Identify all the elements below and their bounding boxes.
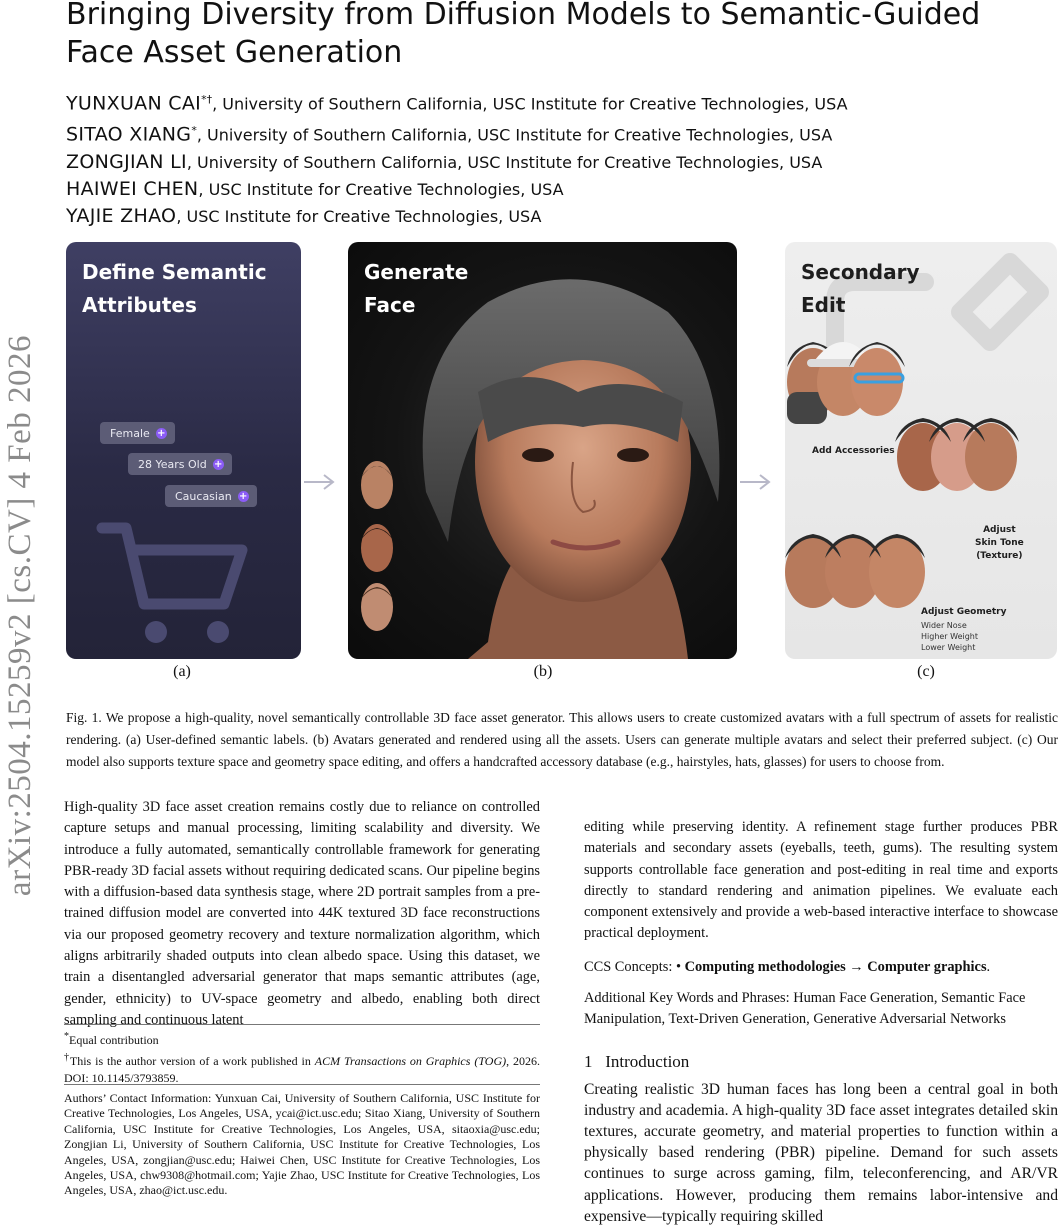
footnote-2-pre: This is the author version of a work published in	[69, 1054, 315, 1068]
author-marks: *	[191, 124, 197, 138]
author-affiliation: , USC Institute for Creative Technologies, USA	[176, 206, 542, 226]
add-accessories-label: Add Accessories	[812, 446, 895, 456]
figure-panel-c	[785, 242, 1057, 659]
adjust-skin-line3: (Texture)	[976, 551, 1023, 561]
plus-icon: +	[214, 458, 223, 470]
panel-c-heading-line1: Secondary	[801, 260, 920, 284]
author-marks: *†	[201, 93, 213, 106]
section-title: Introduction	[605, 1051, 690, 1071]
keywords: Additional Key Words and Phrases: Human Face Generation, Semantic Face Manipulation, Text-Driven Generation, Generative Adversarial Networks	[584, 990, 1026, 1028]
author-name: SITAO XIANG	[66, 123, 192, 146]
attribute-chip-label: Caucasian	[175, 489, 232, 503]
figure-panel-a	[66, 242, 301, 659]
geometry-option: Wider Nose	[921, 621, 967, 630]
attribute-chip-label: Female	[110, 426, 150, 440]
panel-a-heading	[82, 256, 267, 322]
author-name: ZONGJIAN LI	[66, 150, 187, 173]
geometry-option: Higher Weight	[921, 632, 979, 641]
panel-a-heading-line2: Attributes	[82, 293, 197, 317]
footnote-1-text: Equal contribution	[69, 1033, 159, 1047]
author-name: HAIWEI CHEN	[66, 177, 199, 200]
shopping-cart-icon	[96, 520, 256, 650]
author-name: YAJIE ZHAO	[66, 204, 177, 227]
footnote-2-venue: ACM Transactions on Graphics (TOG)	[314, 1054, 507, 1068]
paper-title: Bringing Diversity from Diffusion Models to Semantic-Guided Face Asset Generation	[66, 0, 981, 70]
author-affiliation: , University of Southern California, USC Institute for Creative Technologies, USA	[196, 125, 833, 145]
adjust-skin-tone-label	[975, 524, 1024, 563]
plus-icon: +	[238, 490, 248, 502]
attribute-chip	[165, 485, 257, 507]
panel-b-heading	[364, 256, 468, 322]
author-affiliation: , University of Southern California, USC Institute for Creative Technologies, USA	[186, 152, 823, 172]
adjust-geometry-label: Adjust Geometry	[921, 607, 1007, 617]
introduction-paragraph: Creating realistic 3D human faces has long been a central goal in both industry and academia. A high-quality 3D face asset integrates detailed skin textures, accurate geometry, and material properties to function within a physically based rendering (PBR) pipeline. Demand for such assets continues to surge across gaming, film, teleconferencing, and AR/VR applications. However, producing them remains labor-intensive and expensive—typically requiring skilled	[584, 1080, 1058, 1225]
panel-b-heading-line1: Generate	[364, 260, 469, 284]
skin-tone-faces	[895, 418, 1019, 491]
arrow-right-icon	[302, 472, 336, 492]
author-line	[66, 203, 1046, 230]
panel-c-heading	[801, 256, 920, 322]
arxiv-stamp-text: arXiv:2504.15259v2 [cs.CV] 4 Feb 2026	[2, 334, 39, 896]
footnotes	[64, 1024, 540, 1087]
plus-icon: +	[157, 427, 166, 439]
footnote-2-post: , 2026. DOI: 10.1145/3793859.	[64, 1054, 540, 1085]
subfigure-label-a: (a)	[173, 663, 191, 680]
author-line	[66, 149, 1046, 176]
geometry-faces	[785, 534, 925, 608]
figure-caption: Fig. 1. We propose a high-quality, novel semantically controllable 3D face asset generator. This allows users to create customized avatars with a full spectrum of assets for realistic rendering. (a) User-defined semantic labels. (b) Avatars generated and rendered using all the assets. Users can generate multiple avatars and select their preferred subject. (c) Our model also supports texture space and geometry space editing, and offers a handcrafted accessory database (e.g., hairstyles, hats, glasses) for users to choose from.	[66, 710, 1058, 769]
author-line	[66, 176, 1046, 203]
attribute-chip	[128, 453, 232, 475]
author-affiliation: , University of Southern California, USC Institute for Creative Technologies, USA	[212, 94, 848, 114]
adjust-skin-line2: Skin Tone	[975, 538, 1024, 548]
author-name: YUNXUAN CAI	[66, 92, 202, 115]
author-list	[66, 86, 1046, 230]
abstract-right-column	[584, 817, 1058, 1227]
contact-text: Authors’ Contact Information: Yunxuan Cai, University of Southern California, USC Institute for Creative Technologies, Los Angeles, USA, ycai@ict.usc.edu; Sitao Xiang, University of Southern California, USC Institute for Creative Technologies, Los Angeles, USA, sitaoxia@usc.edu; Zongjian Li, University of Southern California, USC Institute for Creative Technologies, Los Angeles, USA, zongjian@usc.edu; Haiwei Chen, USC Institute for Creative Technologies, Los Angeles, USA, chw9308@hotmail.com; Yajie Zhao, USC Institute for Creative Technologies, Los Angeles, USA, zhao@ict.usc.edu.	[64, 1091, 540, 1198]
figure-panel-b	[348, 242, 737, 659]
ccs-concepts	[584, 957, 1058, 978]
abstract-part-1: High-quality 3D face asset creation remains costly due to reliance on controlled capture setups and manual processing, limiting scalability and diversity. We introduce a fully automated, semantically controllable framework for generating PBR-ready 3D facial assets without requiring dedicated scans. Our pipeline begins with a diffusion-based data synthesis stage, where 2D portrait samples from a pre-trained diffusion model are converted into 44K textured 3D face reconstructions via our proposed geometry recovery and texture normalization algorithm, which aligns arbitrarily shaded outputs into clean albedo space. Using this dataset, we train a disentangled adversarial generator that maps semantic attributes (age, gender, ethnicity) to UV-space geometry and albedo, enabling both direct sampling and continuous latent	[64, 799, 540, 1028]
panel-a-heading-line1: Define Semantic	[82, 260, 267, 284]
attribute-chip	[100, 422, 175, 444]
author-contact-information	[64, 1084, 540, 1199]
panel-c-heading-line2: Edit	[801, 293, 846, 317]
section-heading	[584, 1051, 1058, 1073]
author-affiliation: , USC Institute for Creative Technologies, USA	[198, 179, 564, 199]
subfigure-label-b: (b)	[533, 663, 553, 680]
geometry-option: Lower Weight	[921, 643, 976, 652]
author-line	[66, 117, 1046, 148]
abstract-left-column	[64, 797, 540, 1031]
panel-b-heading-line2: Face	[364, 293, 416, 317]
ccs-prefix: CCS Concepts: •	[584, 958, 685, 975]
section-number: 1	[584, 1051, 593, 1071]
attribute-chip-label: 28 Years Old	[138, 457, 207, 471]
footnote-author-version	[64, 1049, 540, 1087]
ccs-bold: Computing methodologies → Computer graphics	[684, 958, 987, 975]
footnote-mark: *	[64, 1031, 69, 1042]
footnote-equal-contribution	[64, 1028, 540, 1049]
accessory-faces	[787, 342, 905, 424]
arxiv-stamp	[4, 275, 38, 955]
footnote-mark: †	[64, 1052, 70, 1063]
abstract-part-2: editing while preserving identity. A refinement stage further produces PBR materials and secondary assets (eyeballs, teeth, gums). The resulting system supports controllable face generation and post-editing in real time and exports directly to standard rendering and animation pipelines. We evaluate each component extensively and provide a web-based interactive interface to showcase practical deployment.	[584, 819, 1058, 942]
thumbnail-faces	[361, 461, 393, 631]
subfigure-label-c: (c)	[917, 663, 935, 680]
adjust-skin-line1: Adjust	[983, 525, 1016, 535]
arrow-right-icon	[738, 472, 772, 492]
author-line	[66, 86, 1046, 117]
ccs-suffix: .	[986, 958, 991, 975]
